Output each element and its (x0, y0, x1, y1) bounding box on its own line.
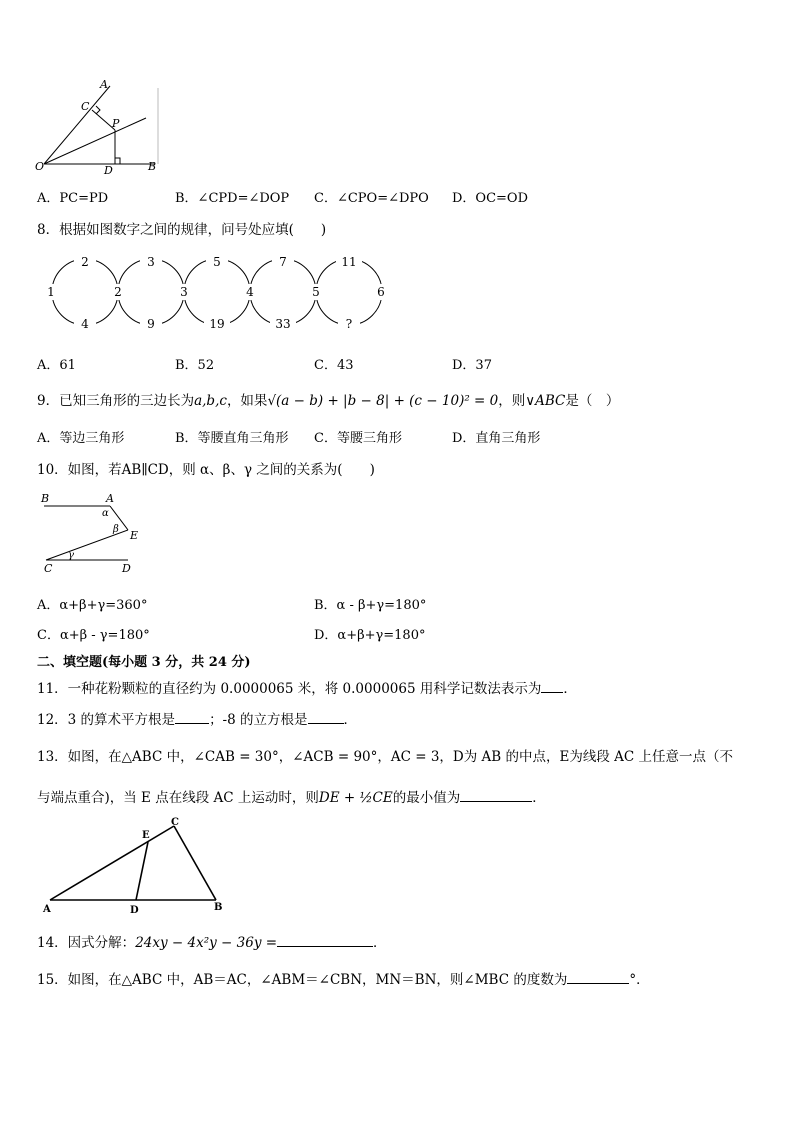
q9-formula: √(a − b) + |b − 8| + (c − 10)² = 0 (267, 393, 499, 409)
q7-option-d: D．OC=OD (452, 191, 529, 206)
q10-label-C: C (44, 562, 53, 575)
q8-top-number: 3 (147, 255, 155, 269)
q13-label-C: C (171, 817, 179, 828)
q7-option-c: C．∠CPO=∠DPO (314, 191, 429, 206)
q9-option-c: C．等腰三角形 (314, 431, 402, 446)
q7-figure (34, 78, 164, 176)
q15-unit: °． (629, 972, 650, 988)
q8-bottom-number: 33 (275, 317, 291, 331)
q13-figure (40, 816, 230, 916)
q11-question: 11．一种花粉颗粒的直径约为 0.0000065 米，将 0.0000065 用科学记数法表示为 ． (37, 681, 577, 697)
q8-mid-number: 4 (246, 285, 254, 299)
q9-option-a: A．等边三角形 (37, 431, 125, 446)
q10-figure (36, 488, 146, 578)
q9-text-end: 是（ ） (565, 393, 620, 409)
q10-label-alpha: α (102, 508, 109, 519)
q15-question (37, 968, 650, 988)
q13-line1: 13．如图，在△ABC 中，∠CAB = 30°，∠ACB = 90°，AC = 3，D为 AB 的中点，E为线段 AC 上任意一点（不 (37, 749, 734, 765)
q12-answer-blank-2[interactable] (308, 710, 344, 724)
q14-text: 14．因式分解： (37, 935, 136, 951)
q14-question: 14．因式分解：24xy − 4x²y − 36y = ． (37, 935, 387, 951)
q9-option-b: B．等腰直角三角形 (175, 431, 289, 446)
q7-option-b: B．∠CPD=∠DOP (175, 191, 290, 206)
q12-text-b: ；-8 的立方根是 (209, 712, 308, 728)
q7-label-P: P (112, 117, 120, 130)
q11-text: 11．一种花粉颗粒的直径约为 0.0000065 米，将 0.0000065 用科学记数法表示为 (37, 681, 542, 697)
q8-top-number: 2 (81, 255, 89, 269)
q7-label-B: B (148, 160, 157, 173)
q8-mid-number: 5 (312, 285, 320, 299)
q8-option-a: A．61 (37, 358, 76, 373)
q14-answer-blank[interactable] (277, 933, 373, 947)
q8-top-number: 5 (213, 255, 221, 269)
q10-option-d: D．α+β+γ=180° (314, 628, 426, 643)
q10-label-E: E (130, 529, 139, 542)
q8-top-number: 7 (279, 255, 287, 269)
q8-option-d: D．37 (452, 358, 492, 373)
q8-option-b: B．52 (175, 358, 215, 373)
q12-question: 12．3 的算术平方根是 ；-8 的立方根是 ． (37, 712, 358, 728)
q10-label-D: D (122, 562, 131, 575)
q8-mid-number: 1 (47, 285, 55, 299)
section-title: 二、填空题(每小题 3 分，共 24 分) (37, 655, 251, 670)
q9-option-d: D．直角三角形 (452, 431, 541, 446)
q8-mid-number: 3 (180, 285, 188, 299)
q8-option-c: C．43 (314, 358, 354, 373)
q15-text: 15．如图，在△ABC 中，AB＝AC，∠ABM＝∠CBN，MN＝BN，则∠MBC 的度数为 (37, 972, 568, 988)
q7-option-a: A．PC=PD (37, 191, 109, 206)
q7-label-O: O (35, 160, 45, 173)
q13-label-B: B (214, 902, 223, 913)
q15-answer-blank[interactable] (567, 970, 629, 984)
q8-bottom-number: 4 (81, 317, 89, 331)
q9-text-pre: 9．已知三角形的三边长为 (37, 393, 195, 409)
q8-figure (40, 250, 390, 340)
q9-question (37, 389, 619, 409)
q10-option-b: B．α - β+γ=180° (314, 598, 427, 613)
q8-bottom-number: 19 (209, 317, 225, 331)
q13-answer-blank[interactable] (460, 788, 532, 802)
q7-label-D: D (104, 164, 113, 176)
q13-line2-post: 的最小值为 (392, 790, 461, 806)
q13-label-A: A (43, 904, 51, 915)
q10-label-gamma: γ (68, 550, 74, 561)
q8-question: 8．根据如图数字之间的规律，问号处应填( ) (37, 222, 327, 238)
q8-bottom-number: 9 (147, 317, 155, 331)
q13-label-D: D (130, 905, 139, 916)
q12-text-a: 12．3 的算术平方根是 (37, 712, 176, 728)
q11-answer-blank[interactable] (541, 679, 563, 693)
q13-line2-pre: 与端点重合)，当 E 点在线段 AC 上运动时，则 (37, 790, 319, 806)
q13-label-E: E (142, 830, 150, 841)
q8-top-number: 11 (341, 255, 357, 269)
q10-option-c: C．α+β - γ=180° (37, 628, 150, 643)
q7-label-C: C (81, 100, 90, 113)
q9-text-mid: ，如果 (226, 393, 268, 409)
q9-triangle: ∨ABC (525, 393, 566, 409)
q8-mid-number: 2 (114, 285, 122, 299)
q10-label-B: B (41, 492, 50, 505)
q8-bottom-number: ? (345, 317, 353, 331)
q10-question: 10．如图，若AB∥CD，则 α、β、γ 之间的关系为( ) (37, 462, 375, 478)
q8-mid-number: 6 (377, 285, 385, 299)
q13-expression: DE + ½CE (318, 790, 393, 806)
q7-label-A: A (100, 78, 108, 91)
q14-expression: 24xy − 4x²y − 36y = (135, 935, 278, 951)
q9-vars: a,b,c (194, 393, 227, 409)
q12-answer-blank-1[interactable] (175, 710, 209, 724)
q10-label-beta: β (113, 524, 119, 535)
q10-option-a: A．α+β+γ=360° (37, 598, 148, 613)
q13-line2: 与端点重合)，当 E 点在线段 AC 上运动时，则DE + ½CE的最小值为 ． (37, 790, 546, 806)
q9-text-post: ，则 (498, 393, 526, 409)
q10-label-A: A (106, 492, 114, 505)
